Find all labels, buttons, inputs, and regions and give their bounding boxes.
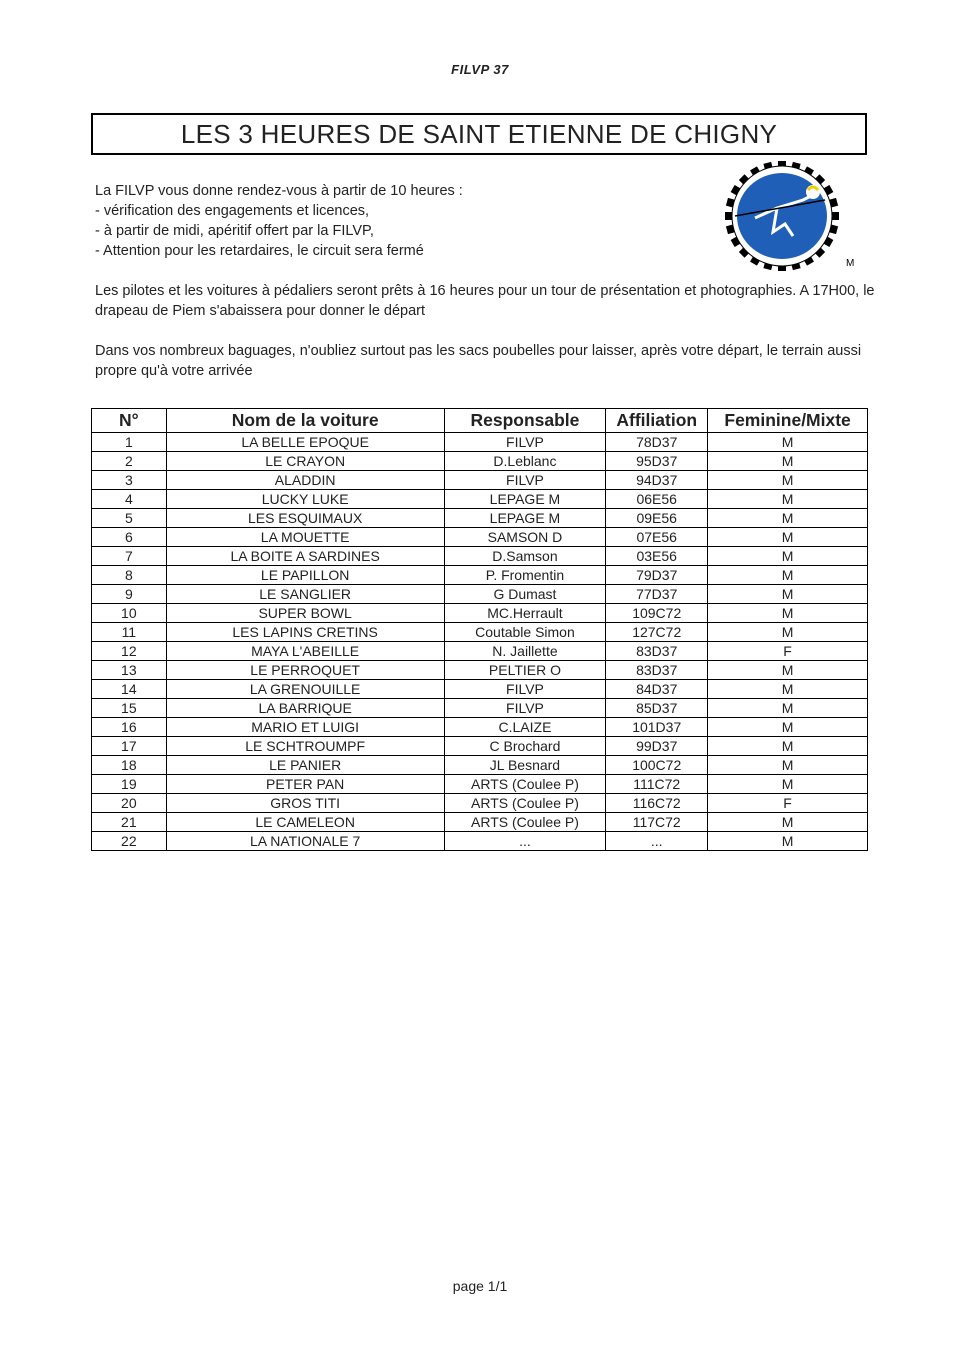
- column-header-affiliation: Affiliation: [606, 409, 708, 433]
- cell-feminine-mixed: M: [708, 490, 868, 509]
- cell-responsible: LEPAGE M: [444, 490, 606, 509]
- filvp-cyclist-gear-logo-icon: [715, 160, 860, 272]
- cell-feminine-mixed: M: [708, 775, 868, 794]
- cell-responsible: ...: [444, 832, 606, 851]
- table-row: [92, 718, 868, 737]
- cell-feminine-mixed: M: [708, 680, 868, 699]
- cell-number: 19: [92, 775, 167, 794]
- cell-car-name: LE PAPILLON: [166, 566, 444, 585]
- cell-car-name: LE SCHTROUMPF: [166, 737, 444, 756]
- cell-number: 4: [92, 490, 167, 509]
- cell-number: 16: [92, 718, 167, 737]
- table-row: [92, 680, 868, 699]
- cell-car-name: LE PERROQUET: [166, 661, 444, 680]
- cell-number: 14: [92, 680, 167, 699]
- cell-responsible: MC.Herrault: [444, 604, 606, 623]
- paragraph-cleanliness: Dans vos nombreux baguages, n'oubliez surtout pas les sacs poubelles pour laisser, après votre départ, le terrain aussi propre qu'à votre arrivée: [95, 343, 862, 379]
- cell-feminine-mixed: M: [708, 661, 868, 680]
- cell-affiliation: 116C72: [606, 794, 708, 813]
- table-row: [92, 756, 868, 775]
- cell-feminine-mixed: M: [708, 547, 868, 566]
- cell-car-name: LA BELLE EPOQUE: [166, 433, 444, 452]
- cell-feminine-mixed: M: [708, 471, 868, 490]
- cell-affiliation: 94D37: [606, 471, 708, 490]
- cell-car-name: LA NATIONALE 7: [166, 832, 444, 851]
- cell-affiliation: 85D37: [606, 699, 708, 718]
- cell-responsible: PELTIER O: [444, 661, 606, 680]
- document-title-box: [91, 113, 867, 155]
- cell-affiliation: 84D37: [606, 680, 708, 699]
- cell-car-name: LES ESQUIMAUX: [166, 509, 444, 528]
- cell-car-name: GROS TITI: [166, 794, 444, 813]
- cell-feminine-mixed: F: [708, 794, 868, 813]
- table-row: [92, 433, 868, 452]
- cell-responsible: FILVP: [444, 471, 606, 490]
- cell-number: 1: [92, 433, 167, 452]
- cell-number: 20: [92, 794, 167, 813]
- table-row: [92, 642, 868, 661]
- cell-number: 8: [92, 566, 167, 585]
- cell-number: 12: [92, 642, 167, 661]
- cell-responsible: D.Leblanc: [444, 452, 606, 471]
- cell-responsible: LEPAGE M: [444, 509, 606, 528]
- cell-feminine-mixed: M: [708, 509, 868, 528]
- cell-car-name: ALADDIN: [166, 471, 444, 490]
- cell-number: 18: [92, 756, 167, 775]
- intro-line: - vérification des engagements et licences,: [95, 203, 370, 219]
- table-header-row: [92, 409, 868, 433]
- table-row: [92, 813, 868, 832]
- cell-number: 3: [92, 471, 167, 490]
- cell-number: 6: [92, 528, 167, 547]
- table-row: [92, 699, 868, 718]
- table-row: [92, 661, 868, 680]
- cell-number: 5: [92, 509, 167, 528]
- cell-affiliation: 06E56: [606, 490, 708, 509]
- cell-car-name: PETER PAN: [166, 775, 444, 794]
- cell-number: 21: [92, 813, 167, 832]
- cell-responsible: SAMSON D: [444, 528, 606, 547]
- cell-car-name: SUPER BOWL: [166, 604, 444, 623]
- cell-number: 17: [92, 737, 167, 756]
- table-row: [92, 490, 868, 509]
- table-row: [92, 604, 868, 623]
- cell-affiliation: 117C72: [606, 813, 708, 832]
- cell-car-name: LE PANIER: [166, 756, 444, 775]
- table-row: [92, 547, 868, 566]
- cell-responsible: FILVP: [444, 680, 606, 699]
- table-row: [92, 737, 868, 756]
- intro-line: - Attention pour les retardaires, le circuit sera fermé: [95, 243, 424, 259]
- table-row: [92, 794, 868, 813]
- table-row: [92, 528, 868, 547]
- cell-affiliation: 101D37: [606, 718, 708, 737]
- cell-affiliation: 100C72: [606, 756, 708, 775]
- table-row: [92, 623, 868, 642]
- cell-car-name: LUCKY LUKE: [166, 490, 444, 509]
- cell-feminine-mixed: M: [708, 813, 868, 832]
- cell-number: 9: [92, 585, 167, 604]
- paragraph-presentation: Les pilotes et les voitures à pédaliers seront prêts à 16 heures pour un tour de présentation et photographies. A 17H00, le drapeau de Piem s'abaissera pour donner le départ: [95, 283, 875, 319]
- cell-feminine-mixed: M: [708, 566, 868, 585]
- cell-affiliation: 99D37: [606, 737, 708, 756]
- column-header-responsible: Responsable: [444, 409, 606, 433]
- cell-responsible: ARTS (Coulee P): [444, 794, 606, 813]
- cell-number: 10: [92, 604, 167, 623]
- column-header-feminine-mixed: Feminine/Mixte: [708, 409, 868, 433]
- cell-car-name: LE SANGLIER: [166, 585, 444, 604]
- cell-feminine-mixed: M: [708, 737, 868, 756]
- table-row: [92, 832, 868, 851]
- cell-affiliation: 95D37: [606, 452, 708, 471]
- cell-affiliation: 79D37: [606, 566, 708, 585]
- cell-affiliation: 07E56: [606, 528, 708, 547]
- cell-responsible: C.LAIZE: [444, 718, 606, 737]
- intro-block: [95, 181, 715, 261]
- cell-feminine-mixed: M: [708, 604, 868, 623]
- cell-affiliation: 127C72: [606, 623, 708, 642]
- cell-number: 2: [92, 452, 167, 471]
- cell-number: 11: [92, 623, 167, 642]
- cell-responsible: JL Besnard: [444, 756, 606, 775]
- cell-responsible: G Dumast: [444, 585, 606, 604]
- cell-responsible: C Brochard: [444, 737, 606, 756]
- cell-feminine-mixed: M: [708, 452, 868, 471]
- cell-feminine-mixed: M: [708, 756, 868, 775]
- cell-affiliation: 78D37: [606, 433, 708, 452]
- document-header-label: FILVP 37: [451, 62, 509, 77]
- cell-feminine-mixed: M: [708, 718, 868, 737]
- logo-mark: M: [846, 258, 855, 269]
- cell-car-name: LA GRENOUILLE: [166, 680, 444, 699]
- cell-number: 15: [92, 699, 167, 718]
- cell-affiliation: 83D37: [606, 661, 708, 680]
- cell-affiliation: 111C72: [606, 775, 708, 794]
- table-row: [92, 775, 868, 794]
- cell-feminine-mixed: M: [708, 832, 868, 851]
- cell-feminine-mixed: M: [708, 585, 868, 604]
- table-row: [92, 452, 868, 471]
- cell-car-name: LES LAPINS CRETINS: [166, 623, 444, 642]
- cell-affiliation: ...: [606, 832, 708, 851]
- entries-table: [91, 408, 868, 851]
- cell-responsible: FILVP: [444, 699, 606, 718]
- cell-feminine-mixed: F: [708, 642, 868, 661]
- cell-responsible: N. Jaillette: [444, 642, 606, 661]
- cell-car-name: LA BARRIQUE: [166, 699, 444, 718]
- page-number: page 1/1: [452, 1278, 508, 1294]
- cell-responsible: FILVP: [444, 433, 606, 452]
- cell-car-name: LE CRAYON: [166, 452, 444, 471]
- table-row: [92, 566, 868, 585]
- cell-number: 13: [92, 661, 167, 680]
- cell-feminine-mixed: M: [708, 699, 868, 718]
- table-row: [92, 471, 868, 490]
- cell-number: 7: [92, 547, 167, 566]
- cell-car-name: LE CAMELEON: [166, 813, 444, 832]
- cell-feminine-mixed: M: [708, 433, 868, 452]
- cell-affiliation: 03E56: [606, 547, 708, 566]
- cell-responsible: P. Fromentin: [444, 566, 606, 585]
- cell-car-name: LA MOUETTE: [166, 528, 444, 547]
- cell-affiliation: 83D37: [606, 642, 708, 661]
- table-row: [92, 585, 868, 604]
- cell-responsible: Coutable Simon: [444, 623, 606, 642]
- cell-car-name: LA BOITE A SARDINES: [166, 547, 444, 566]
- cell-car-name: MARIO ET LUIGI: [166, 718, 444, 737]
- column-header-car-name: Nom de la voiture: [166, 409, 444, 433]
- cell-responsible: D.Samson: [444, 547, 606, 566]
- intro-line: La FILVP vous donne rendez-vous à partir de 10 heures :: [95, 183, 463, 199]
- cell-affiliation: 109C72: [606, 604, 708, 623]
- cell-affiliation: 77D37: [606, 585, 708, 604]
- document-title: LES 3 HEURES DE SAINT ETIENNE DE CHIGNY: [180, 118, 778, 149]
- cell-affiliation: 09E56: [606, 509, 708, 528]
- column-header-number: N°: [92, 409, 167, 433]
- table-row: [92, 509, 868, 528]
- cell-car-name: MAYA L'ABEILLE: [166, 642, 444, 661]
- cell-responsible: ARTS (Coulee P): [444, 813, 606, 832]
- cell-feminine-mixed: M: [708, 623, 868, 642]
- intro-line: - à partir de midi, apéritif offert par la FILVP,: [95, 223, 374, 239]
- cell-number: 22: [92, 832, 167, 851]
- cell-responsible: ARTS (Coulee P): [444, 775, 606, 794]
- cell-feminine-mixed: M: [708, 528, 868, 547]
